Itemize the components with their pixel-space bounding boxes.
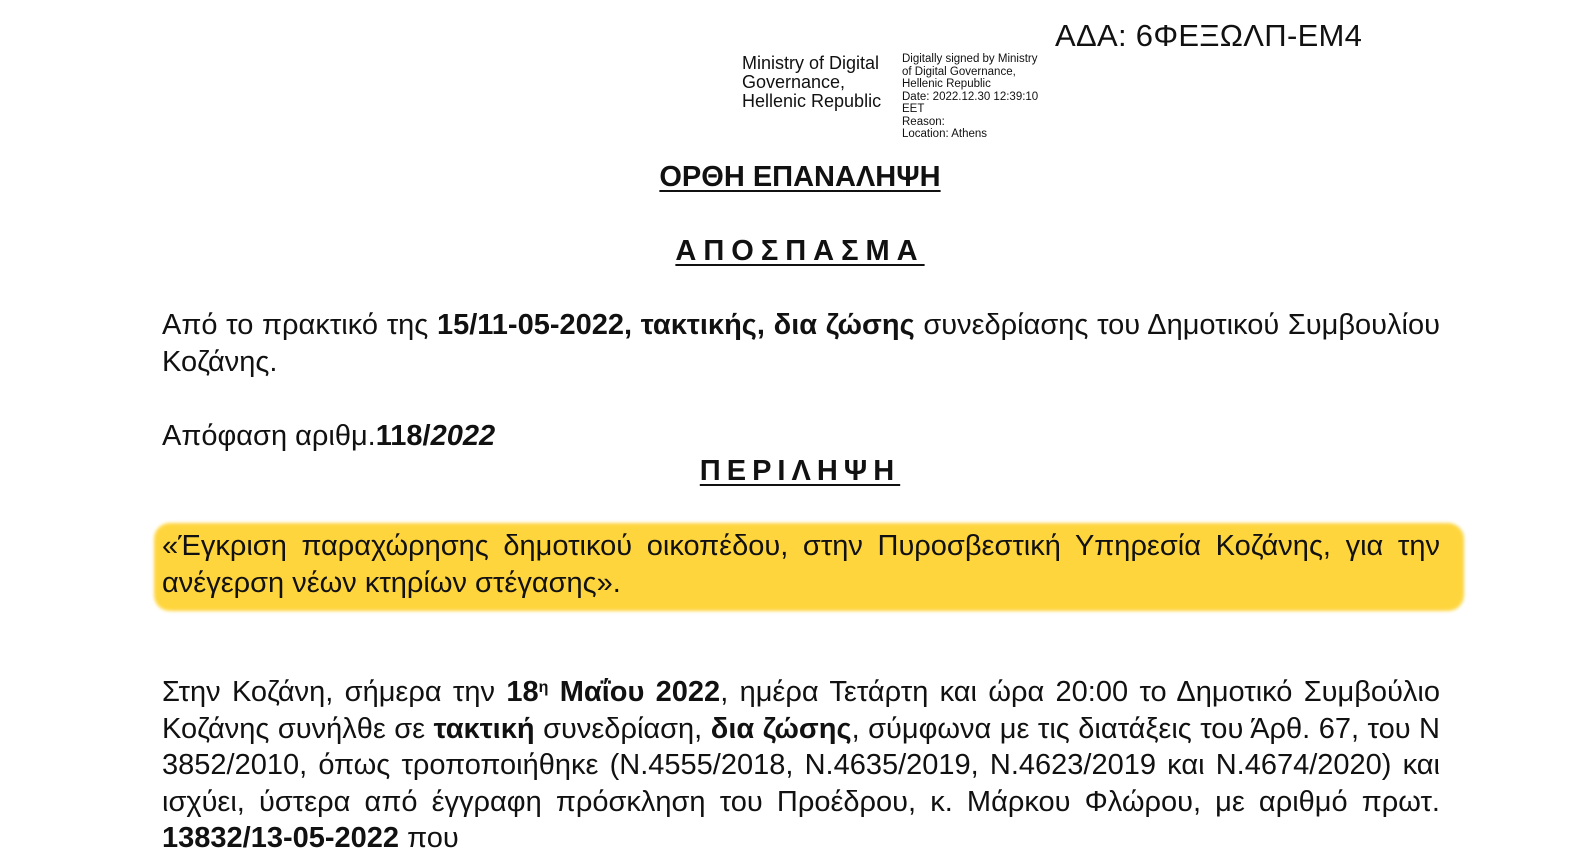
decision-number	[162, 418, 1440, 455]
signature-line: Hellenic Republic	[902, 78, 991, 90]
body-paragraph	[162, 674, 1440, 857]
intro-bold: 15/11-05-2022, τακτικής, δια ζώσης	[436, 309, 915, 341]
body-text: , ημέρα Τετάρτη και ώρα 20:00 το Δημοτικό Συμβούλιο Κοζάνης συνήλθε σε	[162, 676, 1440, 745]
meeting-date: $18^\eta$ Μαΐου 2022	[506, 676, 721, 708]
intro-text-end: συνεδρίασης του Δημοτικού Συμβουλίου Κοζάνης.	[162, 309, 1440, 378]
signer-line: Hellenic Republic	[742, 91, 882, 111]
heading-summary: ΠΕΡΙΛΗΨΗ	[699, 455, 901, 487]
protocol-number: 13832/13-05-2022	[162, 822, 400, 854]
signer-line: Governance,	[742, 72, 846, 92]
signature-line: EET	[902, 103, 925, 115]
ada-code: ΑΔΑ: 6ΦΕΞΩΛΠ-ΕΜ4	[1055, 18, 1363, 53]
signer-line: Ministry of Digital	[742, 53, 880, 73]
signature-line: Location: Athens	[902, 128, 988, 140]
body-text: Στην Κοζάνη, σήμερα την	[162, 676, 507, 708]
decision-year: 2022	[430, 420, 496, 452]
intro-paragraph	[162, 307, 1440, 380]
body-text: συνεδρίαση,	[534, 712, 711, 745]
heading-correction: ΟΡΘΗ ΕΠΑΝΑΛΗΨΗ	[659, 161, 941, 193]
signature-line: Reason:	[902, 115, 945, 128]
signer-name	[742, 54, 881, 111]
signature-line: of Digital Governance,	[902, 65, 1016, 78]
body-text: που	[399, 822, 459, 854]
intro-text: Από το πρακτικό της	[162, 309, 437, 341]
heading-extract: ΑΠΟΣΠΑΣΜΑ	[675, 235, 925, 267]
signature-line: Digitally signed by Ministry	[902, 53, 1038, 65]
decision-num: 118/	[375, 420, 431, 452]
signature-line: Date: 2022.12.30 12:39:10	[902, 90, 1039, 103]
meeting-type: τακτική	[433, 712, 535, 745]
decision-label: Απόφαση αριθμ.	[162, 420, 376, 452]
digital-signature-details	[902, 53, 1038, 141]
body-text: , σύμφωνα με τις διατάξεις του Άρθ. 67, του Ν 3852/2010, όπως τροποποιήθηκε (Ν.4555/2018, Ν.4635/2019, Ν.4623/2019 και Ν.4674/2020) και ισχύει, ύστερα από έγγραφη πρόσκληση του Προέδρου, κ. Μάρκου Φλώρου, με αριθμό πρωτ.	[162, 712, 1440, 818]
meeting-mode: δια ζώσης	[710, 712, 852, 745]
subject-paragraph: «Έγκριση παραχώρησης δημοτικού οικοπέδου, στην Πυροσβεστική Υπηρεσία Κοζάνης, για την ανέγερση νέων κτηρίων στέγασης».	[162, 530, 1440, 599]
